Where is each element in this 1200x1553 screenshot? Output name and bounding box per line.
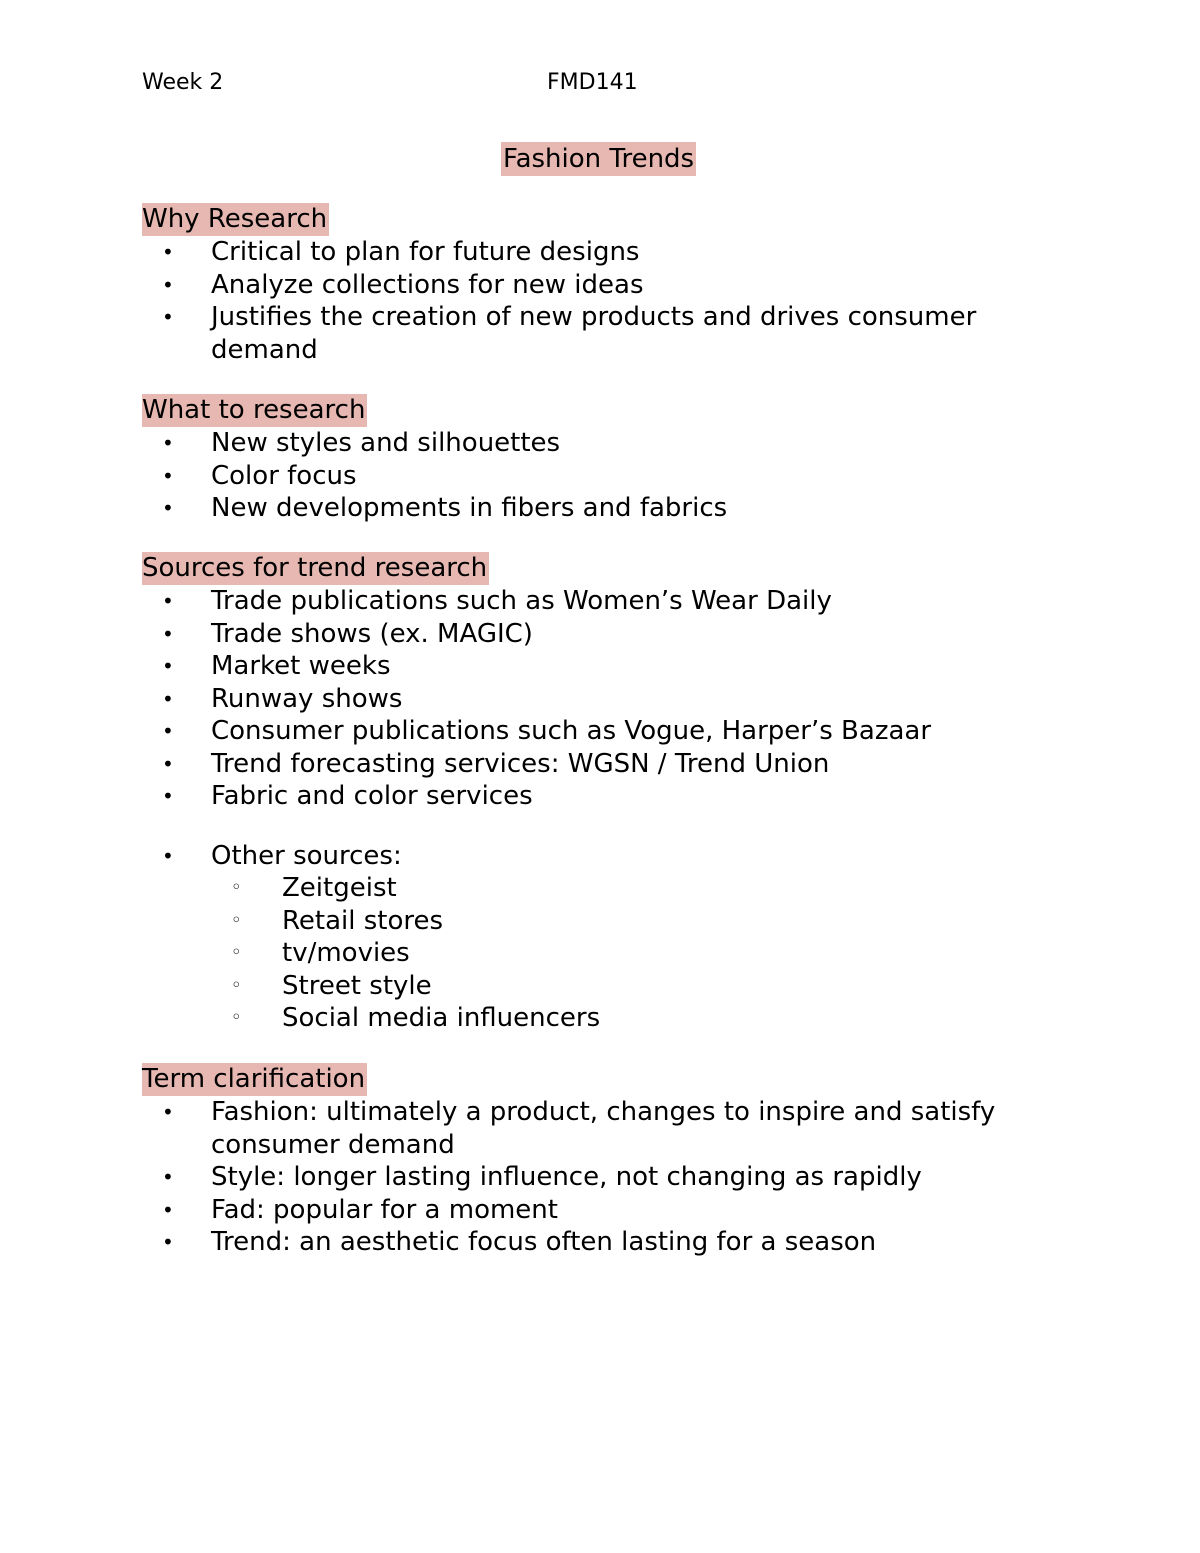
sub-bullet-icon: ◦	[231, 974, 242, 996]
list-item	[142, 748, 1042, 781]
list-item-text: Fashion: ultimately a product, changes to inspire and satisfy consumer demand	[211, 1097, 996, 1160]
list-item-text: New developments in fibers and fabrics	[211, 493, 728, 523]
sub-list-item-text: Street style	[282, 970, 432, 1001]
sub-list-item	[211, 872, 1042, 905]
list-item	[142, 618, 1042, 651]
list-item	[142, 715, 1042, 748]
bullet-list	[142, 1096, 1042, 1259]
list-item-text: Fad: popular for a moment	[211, 1194, 558, 1225]
list-item-text: Trade shows (ex. MAGIC)	[211, 618, 533, 649]
sub-bullet-icon: ◦	[231, 942, 242, 963]
list-item	[142, 1161, 1042, 1194]
list-item	[142, 301, 1042, 366]
bullet-list	[142, 585, 1042, 813]
bullet-list	[142, 427, 1042, 525]
list-item-text: Analyze collections for new ideas	[211, 269, 644, 300]
header-course-code: FMD141	[547, 70, 638, 95]
sub-list-item-text: Zeitgeist	[282, 873, 397, 903]
list-item-text: New styles and silhouettes	[211, 428, 561, 458]
list-item	[142, 492, 1042, 525]
section-term-clarification	[142, 1063, 1042, 1259]
list-item-text: Color focus	[211, 460, 357, 491]
page-header	[0, 70, 1200, 102]
sub-list-item-text: Retail stores	[282, 905, 444, 936]
bullet-icon: •	[162, 751, 174, 776]
sub-bullet-icon: ◦	[231, 909, 242, 931]
section-sources	[142, 552, 1042, 1035]
list-item-text: Style: longer lasting influence, not changing as rapidly	[211, 1162, 922, 1192]
section-heading: Why Research	[142, 204, 328, 234]
section-why-research	[142, 203, 1042, 366]
bullet-list	[142, 236, 1042, 366]
sub-bullet-list	[211, 872, 1042, 1035]
list-item-text: Trend: an aesthetic focus often lasting for a season	[211, 1227, 877, 1257]
bullet-icon: •	[162, 272, 174, 297]
bullet-icon: •	[162, 431, 174, 455]
list-item	[142, 460, 1042, 493]
bullet-icon: •	[162, 1197, 174, 1222]
list-item	[142, 780, 1042, 813]
section-heading: What to research	[142, 395, 366, 425]
list-item	[142, 840, 1042, 1035]
sub-list-item	[211, 1002, 1042, 1035]
document-title: Fashion Trends	[503, 144, 695, 174]
list-item	[142, 650, 1042, 683]
header-week: Week 2	[142, 70, 224, 95]
spacer	[142, 813, 1042, 840]
list-item	[142, 1194, 1042, 1227]
list-item-text: Market weeks	[211, 651, 391, 681]
bullet-icon: •	[162, 240, 174, 264]
bullet-icon: •	[162, 496, 174, 520]
section-heading: Sources for trend research	[142, 553, 488, 583]
list-item	[142, 585, 1042, 618]
sub-bullet-icon: ◦	[231, 877, 242, 898]
list-item-text: Fabric and color services	[211, 781, 533, 811]
sub-bullet-icon: ◦	[231, 1007, 242, 1028]
bullet-icon: •	[162, 463, 174, 488]
section-heading: Term clarification	[142, 1064, 366, 1094]
list-item	[142, 1096, 1042, 1161]
other-sources-list	[142, 840, 1042, 1035]
list-item-text: Justifies the creation of new products and drives consumer demand	[211, 302, 977, 365]
bullet-icon: •	[162, 784, 174, 808]
bullet-icon: •	[162, 305, 174, 329]
sub-list-item	[211, 970, 1042, 1003]
bullet-icon: •	[162, 654, 174, 678]
sub-list-item-text: tv/movies	[282, 938, 410, 968]
bullet-icon: •	[162, 1165, 174, 1189]
list-item-text: Trend forecasting services: WGSN / Trend Union	[211, 748, 830, 779]
bullet-icon: •	[162, 589, 174, 613]
bullet-icon: •	[162, 1100, 174, 1124]
list-item	[142, 1226, 1042, 1259]
section-what-to-research	[142, 394, 1042, 525]
sub-list-item	[211, 937, 1042, 970]
list-item	[142, 269, 1042, 302]
list-item-text: Trade publications such as Women’s Wear Daily	[211, 586, 832, 616]
list-item	[142, 683, 1042, 716]
bullet-icon: •	[162, 1230, 174, 1254]
bullet-icon: •	[162, 843, 174, 868]
list-item-text: Critical to plan for future designs	[211, 237, 640, 267]
list-item-text: Other sources:	[211, 840, 402, 871]
bullet-icon: •	[162, 719, 174, 743]
list-item-text: Runway shows	[211, 683, 403, 714]
list-item	[142, 236, 1042, 269]
list-item-text: Consumer publications such as Vogue, Harper’s Bazaar	[211, 716, 932, 746]
sub-list-item-text: Social media influencers	[282, 1003, 601, 1033]
bullet-icon: •	[162, 621, 174, 646]
bullet-icon: •	[162, 686, 174, 711]
sub-list-item	[211, 905, 1042, 938]
list-item	[142, 427, 1042, 460]
